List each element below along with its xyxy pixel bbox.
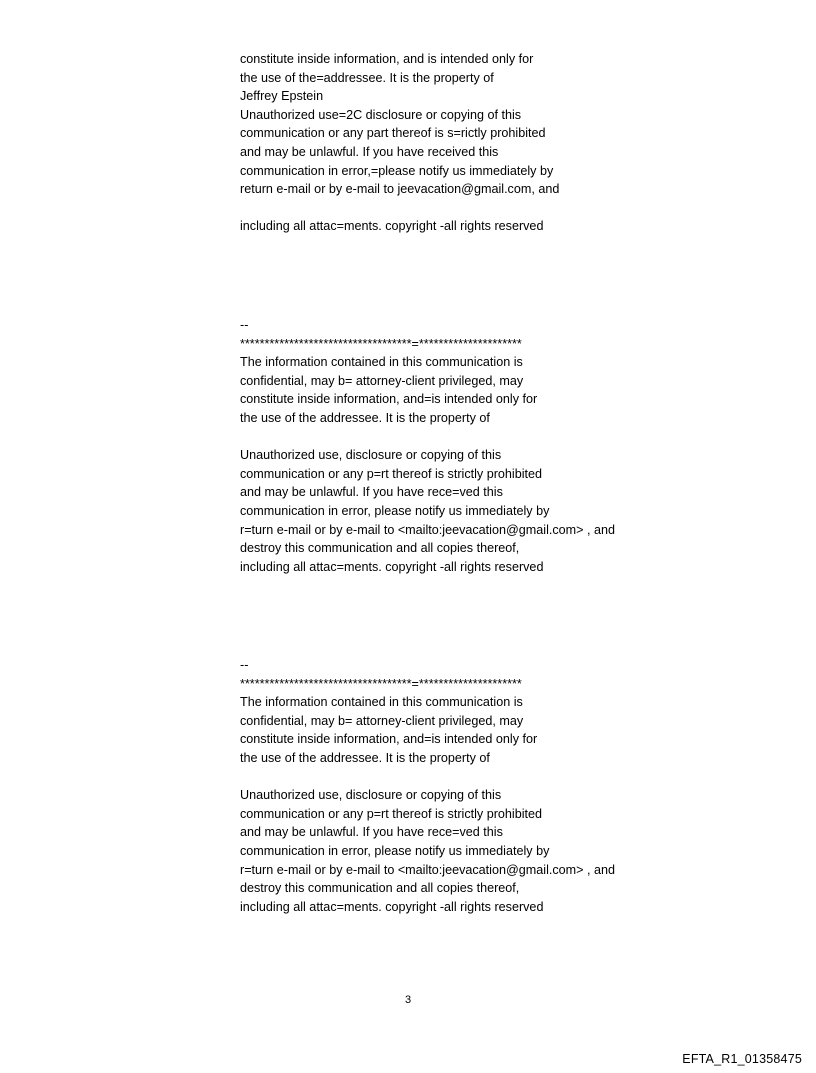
text-line: Jeffrey Epstein (240, 89, 324, 104)
text-line: constitute inside information, and=is intended only for (240, 732, 538, 747)
text-line: confidential, may b= attorney-client privileged, may (240, 373, 524, 388)
text-line: r=turn e-mail or by e-mail to <mailto:jeevacation@gmail.com> , and (240, 522, 616, 537)
page-number: 3 (404, 994, 412, 1006)
text-line: constitute inside information, and is intended only for (240, 52, 534, 66)
text-line: the use of the addressee. It is the property of (240, 410, 490, 425)
text-line: constitute inside information, and=is intended only for (240, 392, 538, 407)
text-line: including all attac=ments. copyright -all rights reserved (240, 219, 544, 234)
text-line: destroy this communication and all copies thereof, (240, 541, 520, 556)
text-line: r=turn e-mail or by e-mail to <mailto:jeevacation@gmail.com> , and (240, 862, 616, 877)
disclaimer-block-3 (240, 656, 700, 916)
text-line: Unauthorized use=2C disclosure or copying of this (240, 107, 522, 122)
blank-line (240, 199, 700, 218)
text-line: communication or any p=rt thereof is strictly prohibited (240, 806, 543, 821)
text-line: The information contained in this communication is (240, 355, 523, 370)
blank-line (240, 768, 700, 787)
text-line: communication or any part thereof is s=rictly prohibited (240, 126, 546, 141)
text-line: including all attac=ments. copyright -all rights reserved (240, 899, 544, 914)
text-line: the use of the=addressee. It is the property of (240, 70, 494, 85)
text-line: and may be unlawful. If you have rece=ved this (240, 485, 503, 500)
text-line: destroy this communication and all copies thereof, (240, 881, 520, 896)
document-id: EFTA_R1_01358475 (682, 1052, 802, 1066)
asterisk-divider: ***********************************=********************* (240, 336, 522, 351)
text-line: confidential, may b= attorney-client privileged, may (240, 713, 524, 728)
disclaimer-block-1 (240, 50, 700, 236)
asterisk-divider: ***********************************=********************* (240, 676, 522, 691)
text-line: communication or any p=rt thereof is strictly prohibited (240, 466, 543, 481)
text-line: return e-mail or by e-mail to jeevacation@gmail.com, and (240, 182, 560, 197)
text-line: Unauthorized use, disclosure or copying of this (240, 448, 502, 463)
text-line: The information contained in this communication is (240, 695, 523, 710)
text-line: communication in error, please notify us immediately by (240, 503, 550, 518)
signature-separator: -- (240, 658, 249, 672)
text-line: and may be unlawful. If you have received this (240, 144, 499, 159)
blank-line (240, 428, 700, 447)
text-line: communication in error,=please notify us immediately by (240, 163, 554, 178)
text-line: and may be unlawful. If you have rece=ved this (240, 825, 503, 840)
text-line: the use of the addressee. It is the property of (240, 750, 490, 765)
disclaimer-block-2 (240, 316, 700, 576)
text-line: Unauthorized use, disclosure or copying of this (240, 788, 502, 803)
text-line: communication in error, please notify us immediately by (240, 843, 550, 858)
text-line: including all attac=ments. copyright -all rights reserved (240, 559, 544, 574)
signature-separator: -- (240, 318, 249, 332)
